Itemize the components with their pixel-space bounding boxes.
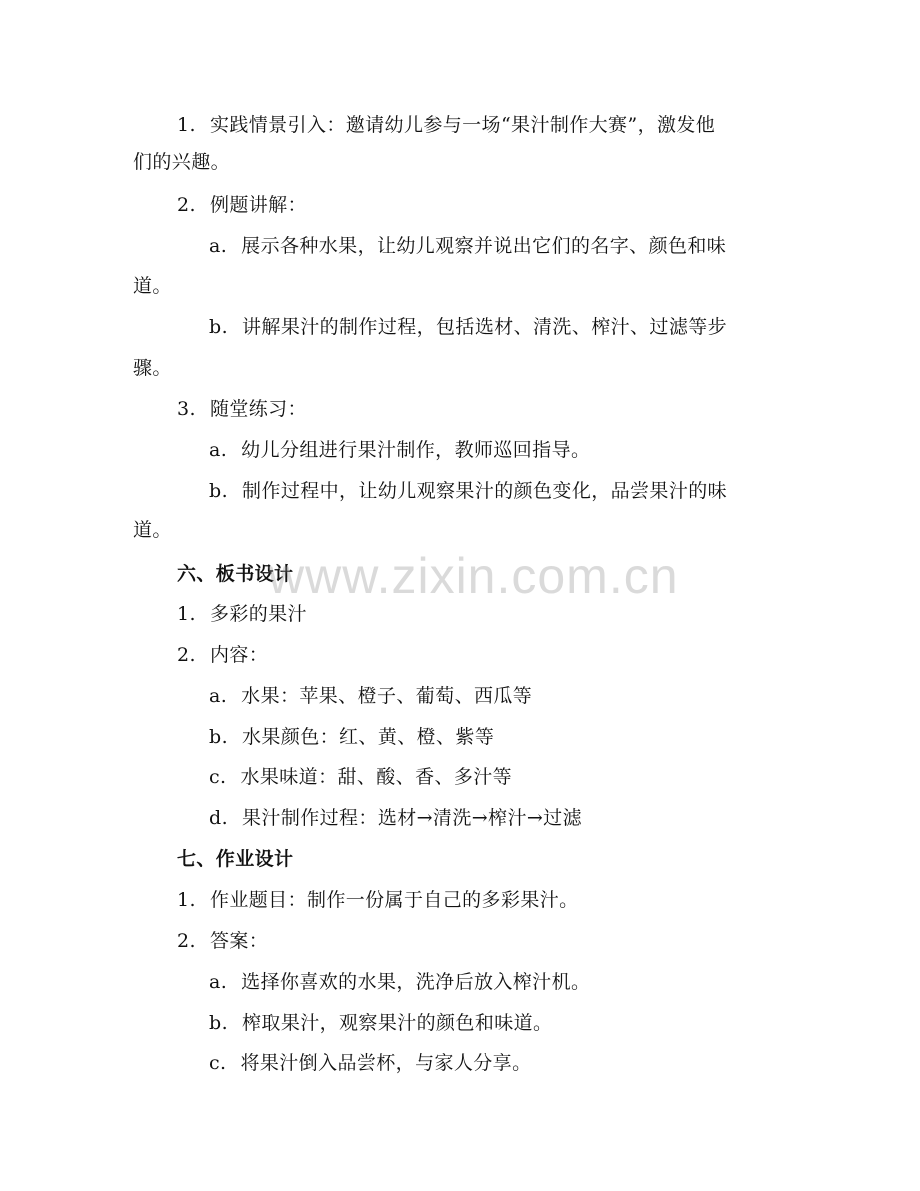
section-heading-homework-design: 七、作业设计 (177, 848, 294, 870)
example-a-line (209, 233, 726, 259)
list-text: 多彩的果汁 (209, 603, 307, 625)
practice-b-line (209, 478, 727, 504)
watermark: www.zixin.com.cn (268, 548, 679, 604)
example-a-continuation: 道。 (133, 275, 172, 297)
practice-a-line (209, 437, 590, 463)
list-text: 选择你喜欢的水果，洗净后放入榨汁机。 (241, 971, 591, 993)
list-text: 幼儿分组进行果汁制作，教师巡回指导。 (241, 439, 591, 461)
board-item-2 (177, 642, 268, 668)
practice-intro-continuation: 们的兴趣。 (133, 151, 231, 173)
list-text: 展示各种水果，让幼儿观察并说出它们的名字、颜色和味 (241, 235, 727, 257)
list-text: 制作过程中，让幼儿观察果汁的颜色变化，品尝果汁的味 (242, 480, 728, 502)
answer-sub-a (209, 969, 590, 995)
homework-item-1 (177, 887, 579, 913)
list-marker: a. (209, 235, 228, 257)
list-marker: 2. (177, 930, 196, 952)
list-text: 水果味道：甜、酸、香、多汁等 (240, 766, 513, 788)
list-text: 实践情景引入：邀请幼儿参与一场“果汁制作大赛”，激发他 (209, 114, 716, 136)
board-sub-b (209, 724, 494, 750)
list-text: 随堂练习： (209, 398, 307, 420)
list-marker: a. (209, 439, 228, 461)
list-marker: b. (209, 316, 229, 338)
list-text: 内容： (209, 644, 269, 666)
board-sub-d (209, 805, 582, 831)
board-sub-a (209, 683, 532, 709)
list-text: 榨取果汁，观察果汁的颜色和味道。 (242, 1012, 553, 1034)
list-marker: 3. (177, 398, 196, 420)
list-marker: 1. (177, 603, 196, 625)
answer-sub-c (209, 1050, 532, 1076)
example-b-line (209, 314, 727, 340)
list-text: 果汁制作过程：选材→清洗→榨汁→过滤 (242, 807, 582, 829)
board-sub-c (209, 764, 512, 790)
list-text: 答案： (209, 930, 269, 952)
list-marker: d. (209, 807, 229, 829)
practice-intro-line (177, 112, 715, 138)
answer-sub-b (209, 1010, 552, 1036)
homework-item-2 (177, 928, 268, 954)
list-text: 例题讲解： (209, 194, 307, 216)
list-marker: a. (209, 971, 228, 993)
list-marker: a. (209, 685, 228, 707)
list-text: 水果颜色：红、黄、橙、紫等 (242, 726, 495, 748)
list-marker: b. (209, 1012, 229, 1034)
list-marker: b. (209, 726, 229, 748)
list-text: 作业题目：制作一份属于自己的多彩果汁。 (209, 889, 579, 911)
practice-heading-line (177, 396, 307, 422)
practice-b-continuation: 道。 (133, 519, 172, 541)
example-b-continuation: 骤。 (133, 357, 172, 379)
list-marker: 2. (177, 644, 196, 666)
list-text: 讲解果汁的制作过程，包括选材、清洗、榨汁、过滤等步 (242, 316, 728, 338)
list-marker: c. (209, 1052, 227, 1074)
list-marker: c. (209, 766, 227, 788)
list-text: 水果：苹果、橙子、葡萄、西瓜等 (241, 685, 533, 707)
section-heading-board-design: 六、板书设计 (177, 563, 294, 585)
list-marker: 2. (177, 194, 196, 216)
list-text: 将果汁倒入品尝杯，与家人分享。 (240, 1052, 532, 1074)
example-heading-line (177, 192, 307, 218)
list-marker: 1. (177, 889, 196, 911)
list-marker: 1. (177, 114, 196, 136)
list-marker: b. (209, 480, 229, 502)
